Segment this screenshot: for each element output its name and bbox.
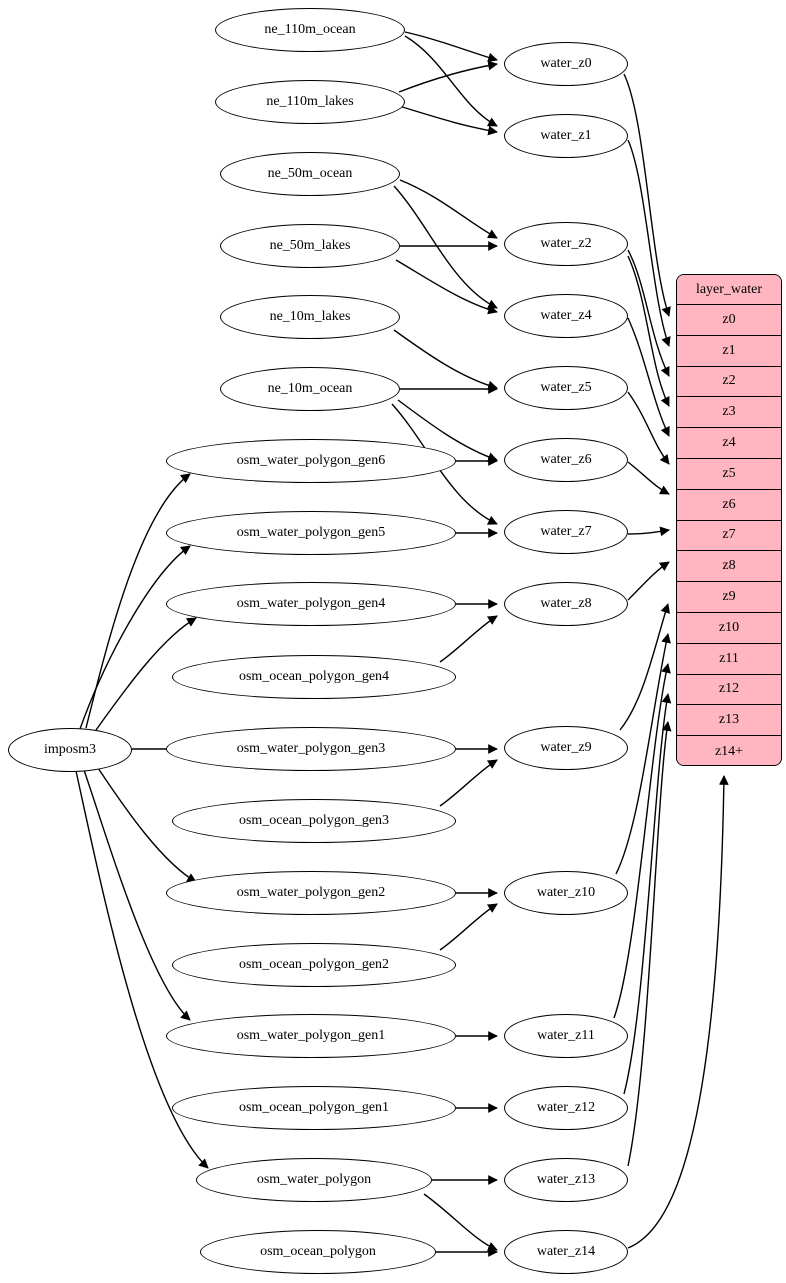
node-label: water_z9 xyxy=(540,740,592,755)
node-label: water_z4 xyxy=(540,308,592,323)
layer-water-row-z6[interactable]: z6 xyxy=(677,490,781,521)
layer-water-row-z7[interactable]: z7 xyxy=(677,521,781,552)
graph-node-imposm3[interactable] xyxy=(8,728,132,772)
node-label: osm_ocean_polygon_gen3 xyxy=(238,813,390,828)
layer-water-row-z5[interactable]: z5 xyxy=(677,459,781,490)
node-label: water_z10 xyxy=(536,885,596,900)
node-label: water_z11 xyxy=(537,1028,595,1043)
graph-node-water_z0[interactable] xyxy=(504,42,628,86)
node-label: ne_110m_ocean xyxy=(264,22,356,37)
layer-water-row-z1[interactable]: z1 xyxy=(677,336,781,367)
node-label: osm_ocean_polygon_gen4 xyxy=(238,669,390,684)
graph-node-osm_ocean_polygon_gen1[interactable] xyxy=(172,1086,456,1130)
graph-node-water_z14[interactable] xyxy=(504,1230,628,1274)
node-label: osm_water_polygon_gen4 xyxy=(236,596,386,611)
graph-node-osm_water_polygon_gen2[interactable] xyxy=(166,871,456,915)
node-label: osm_water_polygon_gen3 xyxy=(236,741,386,756)
node-label: water_z7 xyxy=(540,524,592,539)
graph-node-water_z10[interactable] xyxy=(504,871,628,915)
graph-node-water_z4[interactable] xyxy=(504,294,628,338)
layer-water-row-z9[interactable]: z9 xyxy=(677,582,781,613)
graph-node-osm_water_polygon_gen4[interactable] xyxy=(166,582,456,626)
node-label: ne_50m_ocean xyxy=(267,166,353,181)
node-label: water_z6 xyxy=(540,452,592,467)
graph-node-osm_ocean_polygon_gen3[interactable] xyxy=(172,799,456,843)
node-label: osm_ocean_polygon_gen2 xyxy=(238,957,390,972)
graph-node-ne_110m_ocean[interactable] xyxy=(215,8,405,52)
layer-water-row-z12[interactable]: z12 xyxy=(677,675,781,706)
node-label: water_z13 xyxy=(536,1172,596,1187)
layer-water-row-z13[interactable]: z13 xyxy=(677,705,781,736)
node-label: osm_water_polygon_gen6 xyxy=(236,453,386,468)
layer-water-row-z10[interactable]: z10 xyxy=(677,613,781,644)
layer-water-row-z11[interactable]: z11 xyxy=(677,644,781,675)
graph-node-water_z9[interactable] xyxy=(504,726,628,770)
node-label: ne_10m_ocean xyxy=(267,381,353,396)
graph-node-ne_10m_ocean[interactable] xyxy=(220,367,400,411)
graph-node-water_z1[interactable] xyxy=(504,114,628,158)
graph-node-osm_water_polygon_gen5[interactable] xyxy=(166,511,456,555)
graph-node-water_z7[interactable] xyxy=(504,510,628,554)
layer-water-row-z0[interactable]: z0 xyxy=(677,305,781,336)
graph-node-water_z6[interactable] xyxy=(504,438,628,482)
graph-node-water_z13[interactable] xyxy=(504,1158,628,1202)
graph-node-water_z2[interactable] xyxy=(504,222,628,266)
layer-water-row-z14plus[interactable]: z14+ xyxy=(677,736,781,766)
node-label: water_z8 xyxy=(540,596,592,611)
node-label: osm_water_polygon xyxy=(256,1172,372,1187)
graph-node-water_z12[interactable] xyxy=(504,1086,628,1130)
node-label: imposm3 xyxy=(43,742,97,757)
node-label: ne_10m_lakes xyxy=(269,309,351,324)
node-label: osm_water_polygon_gen5 xyxy=(236,525,386,540)
layer-water-row-z3[interactable]: z3 xyxy=(677,397,781,428)
node-label: water_z0 xyxy=(540,56,592,71)
node-label: osm_water_polygon_gen2 xyxy=(236,885,386,900)
graph-node-osm_ocean_polygon_gen2[interactable] xyxy=(172,943,456,987)
node-label: water_z12 xyxy=(536,1100,596,1115)
node-label: osm_ocean_polygon_gen1 xyxy=(238,1100,390,1115)
layer-water-header: layer_water xyxy=(677,275,781,305)
node-label: water_z14 xyxy=(536,1244,596,1259)
graph-node-layer_water[interactable] xyxy=(676,274,782,766)
graph-node-osm_ocean_polygon[interactable] xyxy=(200,1230,436,1274)
graph-node-osm_water_polygon_gen3[interactable] xyxy=(166,727,456,771)
node-label: water_z2 xyxy=(540,236,592,251)
node-label: water_z1 xyxy=(540,128,592,143)
node-label: ne_110m_lakes xyxy=(266,94,354,109)
layer-water-row-z2[interactable]: z2 xyxy=(677,367,781,398)
node-label: ne_50m_lakes xyxy=(269,238,351,253)
layer-water-row-z8[interactable]: z8 xyxy=(677,551,781,582)
graph-node-ne_50m_lakes[interactable] xyxy=(220,224,400,268)
graph-node-osm_water_polygon_gen6[interactable] xyxy=(166,439,456,483)
graph-node-water_z8[interactable] xyxy=(504,582,628,626)
node-label: osm_ocean_polygon xyxy=(260,1244,376,1259)
graph-node-osm_water_polygon[interactable] xyxy=(196,1158,432,1202)
graph-node-water_z11[interactable] xyxy=(504,1014,628,1058)
graph-node-osm_ocean_polygon_gen4[interactable] xyxy=(172,655,456,699)
node-label: osm_water_polygon_gen1 xyxy=(236,1028,386,1043)
graph-node-ne_110m_lakes[interactable] xyxy=(215,80,405,124)
graph-node-osm_water_polygon_gen1[interactable] xyxy=(166,1014,456,1058)
graph-node-water_z5[interactable] xyxy=(504,366,628,410)
graph-node-ne_50m_ocean[interactable] xyxy=(220,152,400,196)
graph-node-ne_10m_lakes[interactable] xyxy=(220,295,400,339)
node-label: water_z5 xyxy=(540,380,592,395)
layer-water-row-z4[interactable]: z4 xyxy=(677,428,781,459)
